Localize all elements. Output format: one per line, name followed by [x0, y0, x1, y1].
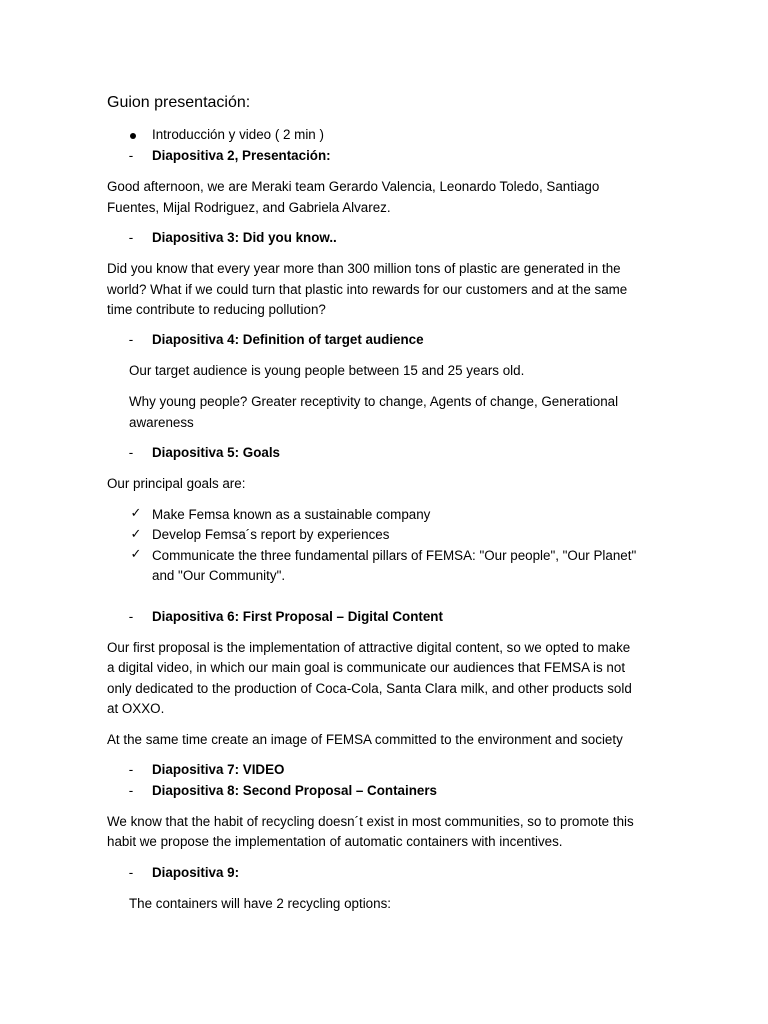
goal-item: Make Femsa known as a sustainable company [152, 507, 431, 522]
slide2-heading: Diapositiva 2, Presentación: [152, 148, 331, 163]
slide8-text-line: We know that the habit of recycling doesn´t exist in most communities, so to promote this [107, 814, 634, 829]
slide3-text-line: world? What if we could turn that plastic into rewards for our customers and at the same [107, 282, 628, 297]
slide4-text-line: awareness [129, 415, 194, 430]
check-icon: ✓ [130, 527, 142, 542]
goal-item: Develop Femsa´s report by experiences [152, 527, 390, 542]
slide6-text-line: Our first proposal is the implementation of attractive digital content, so we opted to make [107, 640, 631, 655]
slide6-heading: Diapositiva 6: First Proposal – Digital Content [152, 609, 443, 624]
dash-marker: - [128, 783, 134, 798]
slide3-text-line: time contribute to reducing pollution? [107, 302, 326, 317]
slide6-text-line: only dedicated to the production of Coca-Cola, Santa Clara milk, and other products sold [107, 681, 632, 696]
slide5-heading: Diapositiva 5: Goals [152, 445, 280, 460]
dash-marker: - [128, 445, 134, 460]
check-icon: ✓ [130, 547, 142, 562]
goal-item: Communicate the three fundamental pillars of FEMSA: "Our people", "Our Planet" [152, 548, 637, 563]
slide6-text-line: a digital video, in which our main goal is communicate our audiences that FEMSA is not [107, 660, 626, 675]
dash-marker: - [128, 230, 134, 245]
slide6-text2: At the same time create an image of FEMSA committed to the environment and society [107, 732, 623, 747]
slide4-text: Our target audience is young people between 15 and 25 years old. [129, 363, 525, 378]
dash-marker: - [128, 148, 134, 163]
goal-item-continuation: and "Our Community". [152, 568, 286, 583]
page-title: Guion presentación: [107, 94, 251, 111]
intro-item: Introducción y video ( 2 min ) [152, 127, 324, 142]
slide3-text-line: Did you know that every year more than 300 million tons of plastic are generated in the [107, 261, 621, 276]
check-icon: ✓ [130, 506, 142, 521]
slide8-heading: Diapositiva 8: Second Proposal – Containers [152, 783, 437, 798]
slide2-text-line: Good afternoon, we are Meraki team Gerardo Valencia, Leonardo Toledo, Santiago [107, 179, 600, 194]
slide7-heading: Diapositiva 7: VIDEO [152, 762, 285, 777]
dash-marker: - [128, 332, 134, 347]
dash-marker: - [128, 609, 134, 624]
slide4-text-line: Why young people? Greater receptivity to change, Agents of change, Generational [129, 394, 619, 409]
slide4-heading: Diapositiva 4: Definition of target audience [152, 332, 424, 347]
slide9-text: The containers will have 2 recycling options: [129, 896, 391, 911]
dash-marker: - [128, 762, 134, 777]
slide6-text-line: at OXXO. [107, 701, 165, 716]
goals-intro: Our principal goals are: [107, 476, 246, 491]
slide2-text-line: Fuentes, Mijal Rodriguez, and Gabriela Alvarez. [107, 200, 391, 215]
slide8-text-line: habit we propose the implementation of automatic containers with incentives. [107, 834, 563, 849]
bullet-dot-icon [130, 133, 136, 139]
slide3-heading: Diapositiva 3: Did you know.. [152, 230, 337, 245]
slide9-heading: Diapositiva 9: [152, 865, 240, 880]
dash-marker: - [128, 865, 134, 880]
